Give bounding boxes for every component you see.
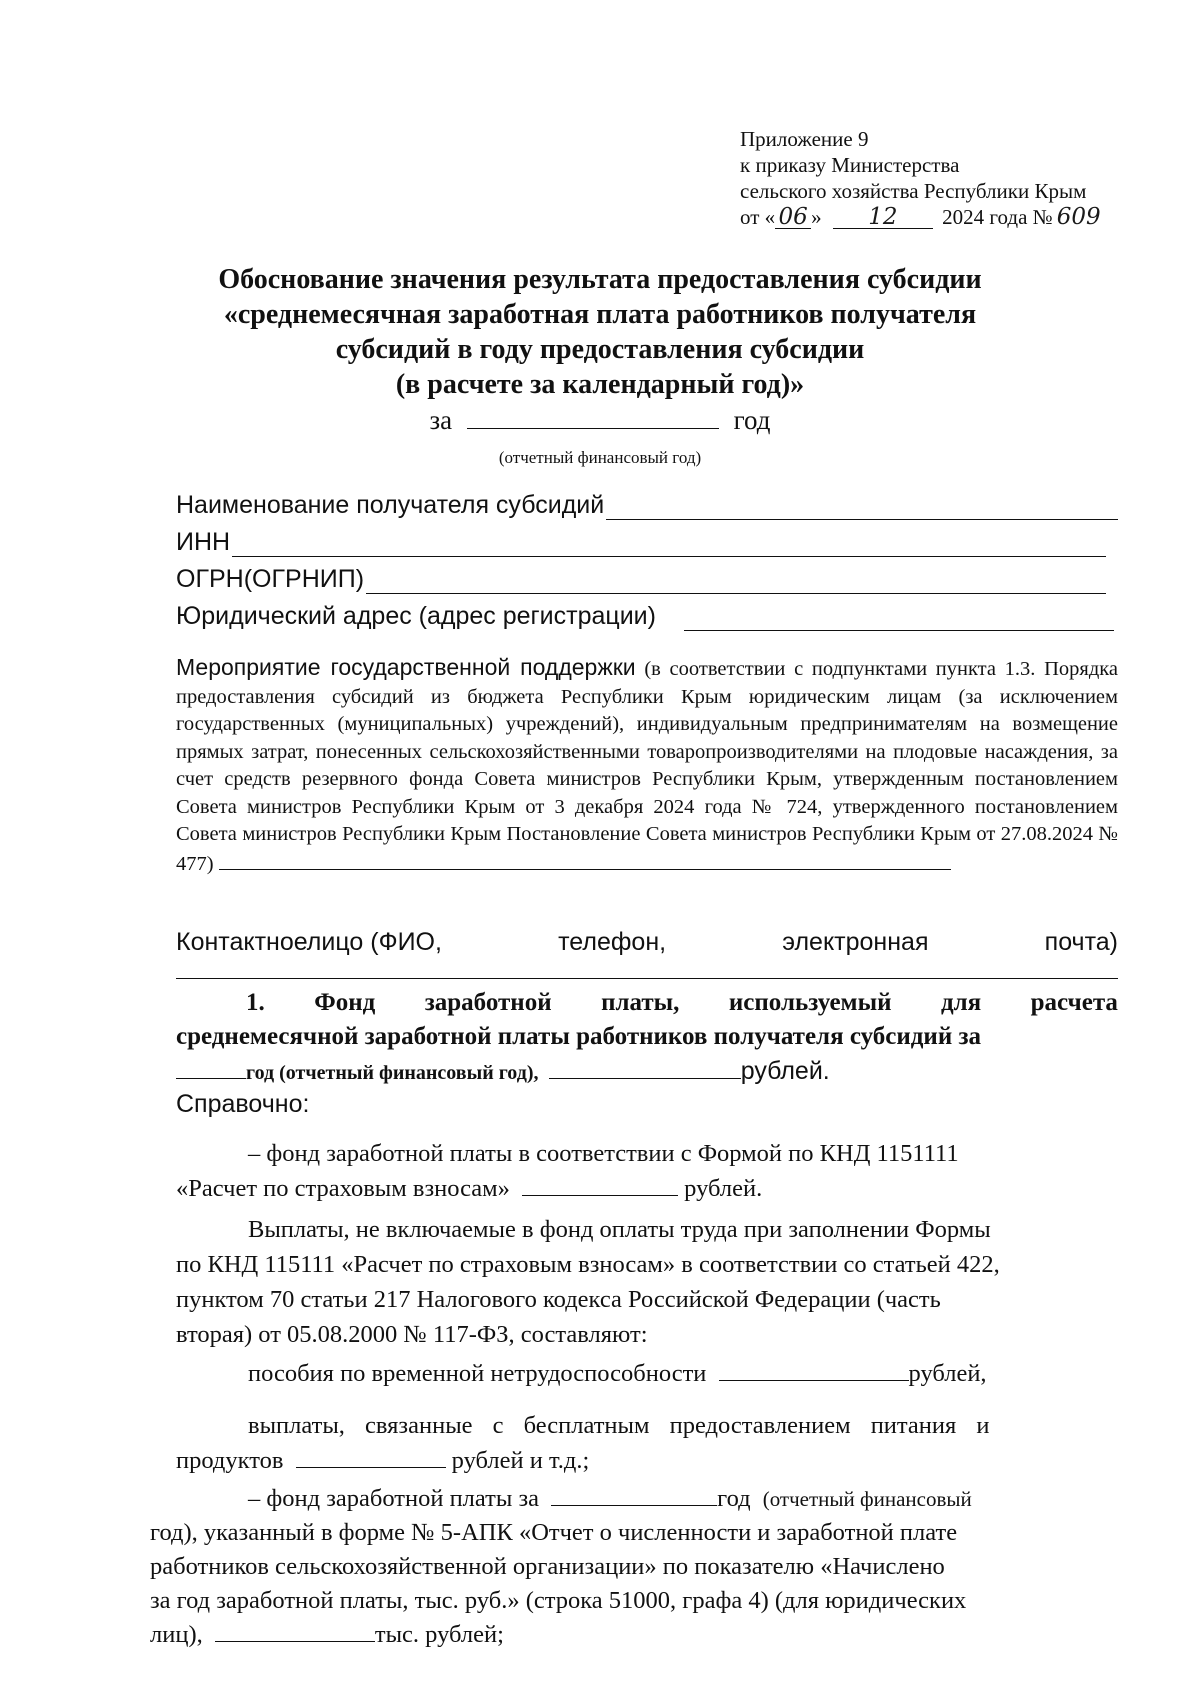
contact-word-1: Контактноелицо (ФИО, <box>176 928 442 956</box>
section-1-line-2: среднемесячной заработной платы работников получателя субсидий за <box>176 1023 982 1050</box>
recipient-fields <box>176 487 1118 635</box>
section-1-number: 1. <box>246 989 265 1016</box>
section-1-line-1 <box>176 986 1118 1020</box>
contact-word-3: электронная <box>782 928 929 956</box>
reporting-year-line <box>150 404 1050 436</box>
measure-blank[interactable] <box>219 849 951 870</box>
contact-person-line <box>176 928 1118 957</box>
appendix-line-3: сельского хозяйства Республики Крым <box>740 179 1087 203</box>
field-row-inn <box>176 524 1118 557</box>
food-text-1: выплаты, связанные с бесплатным предоставлением питания и <box>248 1412 990 1439</box>
apk-year-blank[interactable] <box>551 1483 717 1506</box>
support-measure-paragraph <box>176 654 1118 878</box>
document-title <box>150 262 1050 402</box>
apk-year-word: год <box>717 1485 751 1512</box>
benefits-rub: рублей, <box>908 1360 987 1387</box>
field-recipient-blank[interactable] <box>606 495 1118 520</box>
field-label-recipient: Наименование получателя субсидий <box>176 491 605 519</box>
exclusions-paragraph <box>176 1212 1118 1352</box>
apk-line-1 <box>150 1482 1100 1516</box>
benefits-text: пособия по временной нетрудоспособности <box>248 1360 707 1387</box>
apk-line-3: работников сельскохозяйственной организации» по показателю «Начислено <box>150 1553 945 1580</box>
apk-line-2: год), указанный в форме № 5-АПК «Отчет о численности и заработной плате <box>150 1519 958 1546</box>
fund-knd-form-name: «Расчет по страховым взносам» <box>176 1175 510 1202</box>
reporting-year-blank[interactable] <box>467 406 719 429</box>
food-line-1 <box>176 1408 1118 1443</box>
measure-lead: Мероприятие государственной поддержки <box>176 654 636 680</box>
field-label-inn: ИНН <box>176 528 231 556</box>
fund-knd-paragraph <box>176 1136 1118 1206</box>
date-year-text: 2024 года № <box>942 205 1053 229</box>
exclusions-line-2: по КНД 115111 «Расчет по страховым взносам» в соответствии со статьей 422, <box>176 1251 1000 1278</box>
field-row-recipient <box>176 487 1118 520</box>
apk-text-5: лиц), <box>150 1621 203 1648</box>
food-text-2: продуктов <box>176 1447 284 1474</box>
section-1-word-5: для <box>940 989 982 1016</box>
fund-knd-line-1 <box>176 1136 1118 1171</box>
food-line-2 <box>176 1443 1118 1478</box>
title-line-3: субсидий в году предоставления субсидии <box>335 334 865 365</box>
appendix-line-1: Приложение 9 <box>740 127 869 151</box>
section-1-year-text: год (отчетный финансовый год), <box>246 1062 539 1084</box>
fund-knd-rub: рублей. <box>684 1175 763 1202</box>
section-1-line-3 <box>176 1054 1118 1090</box>
appendix-line-2: к приказу Министерства <box>740 153 960 177</box>
apk-text-1c: (отчетный финансовый <box>762 1487 972 1511</box>
date-prefix: от « <box>740 205 776 229</box>
contact-word-4: почта) <box>1044 928 1118 956</box>
section-1 <box>176 986 1118 1090</box>
exclusions-line-1 <box>176 1212 1118 1247</box>
field-label-address: Юридический адрес (адрес регистрации) <box>176 602 656 630</box>
field-row-address <box>176 598 1118 631</box>
section-1-rub: рублей. <box>740 1057 830 1085</box>
apk-line-5 <box>150 1618 1100 1652</box>
for-suffix: год <box>733 405 771 435</box>
section-1-word-1: Фонд <box>314 989 376 1016</box>
date-day-close: » <box>811 205 822 229</box>
field-ogrn-blank[interactable] <box>366 569 1106 594</box>
reference-label: Справочно: <box>176 1090 310 1118</box>
apk-rub: тыс. рублей; <box>374 1621 504 1648</box>
title-line-4: (в расчете за календарный год)» <box>395 369 805 400</box>
fund-knd-line-2 <box>176 1171 1118 1206</box>
field-row-ogrn <box>176 561 1118 594</box>
section-1-word-6: расчета <box>1030 989 1118 1016</box>
benefits-line <box>176 1356 1118 1391</box>
field-label-ogrn: ОГРН(ОГРНИП) <box>176 565 365 593</box>
exclusions-line-4: вторая) от 05.08.2000 № 117-ФЗ, составляют: <box>176 1321 648 1348</box>
section-1-word-3: платы, <box>601 989 680 1016</box>
order-number: 609 <box>1056 204 1101 230</box>
date-day: 06 <box>775 206 811 229</box>
food-paragraph <box>176 1408 1118 1478</box>
food-amount-blank[interactable] <box>296 1445 446 1468</box>
title-line-2: «среднемесячная заработная плата работников получателя <box>223 299 977 330</box>
reporting-year-caption: (отчетный финансовый год) <box>498 448 702 467</box>
date-month: 12 <box>833 206 933 229</box>
appendix-header <box>740 126 1140 230</box>
title-line-1: Обоснование значения результата предоставления субсидии <box>218 264 982 295</box>
fund-knd-amount-blank[interactable] <box>522 1173 678 1196</box>
for-prefix: за <box>429 405 453 435</box>
section-1-word-4: используемый <box>728 989 892 1016</box>
apk-text-1: – фонд заработной платы за <box>248 1485 539 1512</box>
apk-amount-blank[interactable] <box>215 1619 375 1642</box>
fund-knd-text: – фонд заработной платы в соответствии с Формой по КНД 1151111 <box>248 1140 959 1167</box>
apk-paragraph <box>150 1482 1100 1652</box>
field-inn-blank[interactable] <box>232 532 1106 557</box>
appendix-date-line <box>740 204 1140 230</box>
measure-text: (в соответствии с подпунктами пункта 1.3. Порядка предоставления субсидий из бюджета Республики Крым юридическим лицам (за исключением государственных (муниципальных) учреждений), индивидуальным предпринимателям на возмещение прямых затрат, понесенных сельскохозяйственными товаропроизводителями на плодовые насаждения, за счет средств резервного фонда Совета министров Республики Крым, утвержденным постановлением Совета министров Республики Крым от 3 декабря 2024 года № 724, утвержденного постановлением Совета министров Республики Крым Постановление Совета министров Республики Крым от 27.08.2024 № 477) <box>176 658 1119 875</box>
exclusions-text-1: Выплаты, не включаемые в фонд оплаты труда при заполнении Формы <box>248 1216 991 1243</box>
section-1-word-2: заработной <box>424 989 552 1016</box>
contact-word-2: телефон, <box>558 928 667 956</box>
field-address-blank[interactable] <box>684 606 1114 631</box>
section-1-year-blank[interactable] <box>176 1056 246 1079</box>
section-1-amount-blank[interactable] <box>549 1056 741 1079</box>
exclusions-line-3: пунктом 70 статьи 217 Налогового кодекса Российской Федерации (часть <box>176 1286 941 1313</box>
food-rub: рублей и т.д.; <box>451 1447 590 1474</box>
apk-line-4: за год заработной платы, тыс. руб.» (строка 51000, графа 4) (для юридических <box>150 1587 967 1614</box>
contact-blank[interactable] <box>176 978 1118 979</box>
benefits-amount-blank[interactable] <box>719 1358 909 1381</box>
